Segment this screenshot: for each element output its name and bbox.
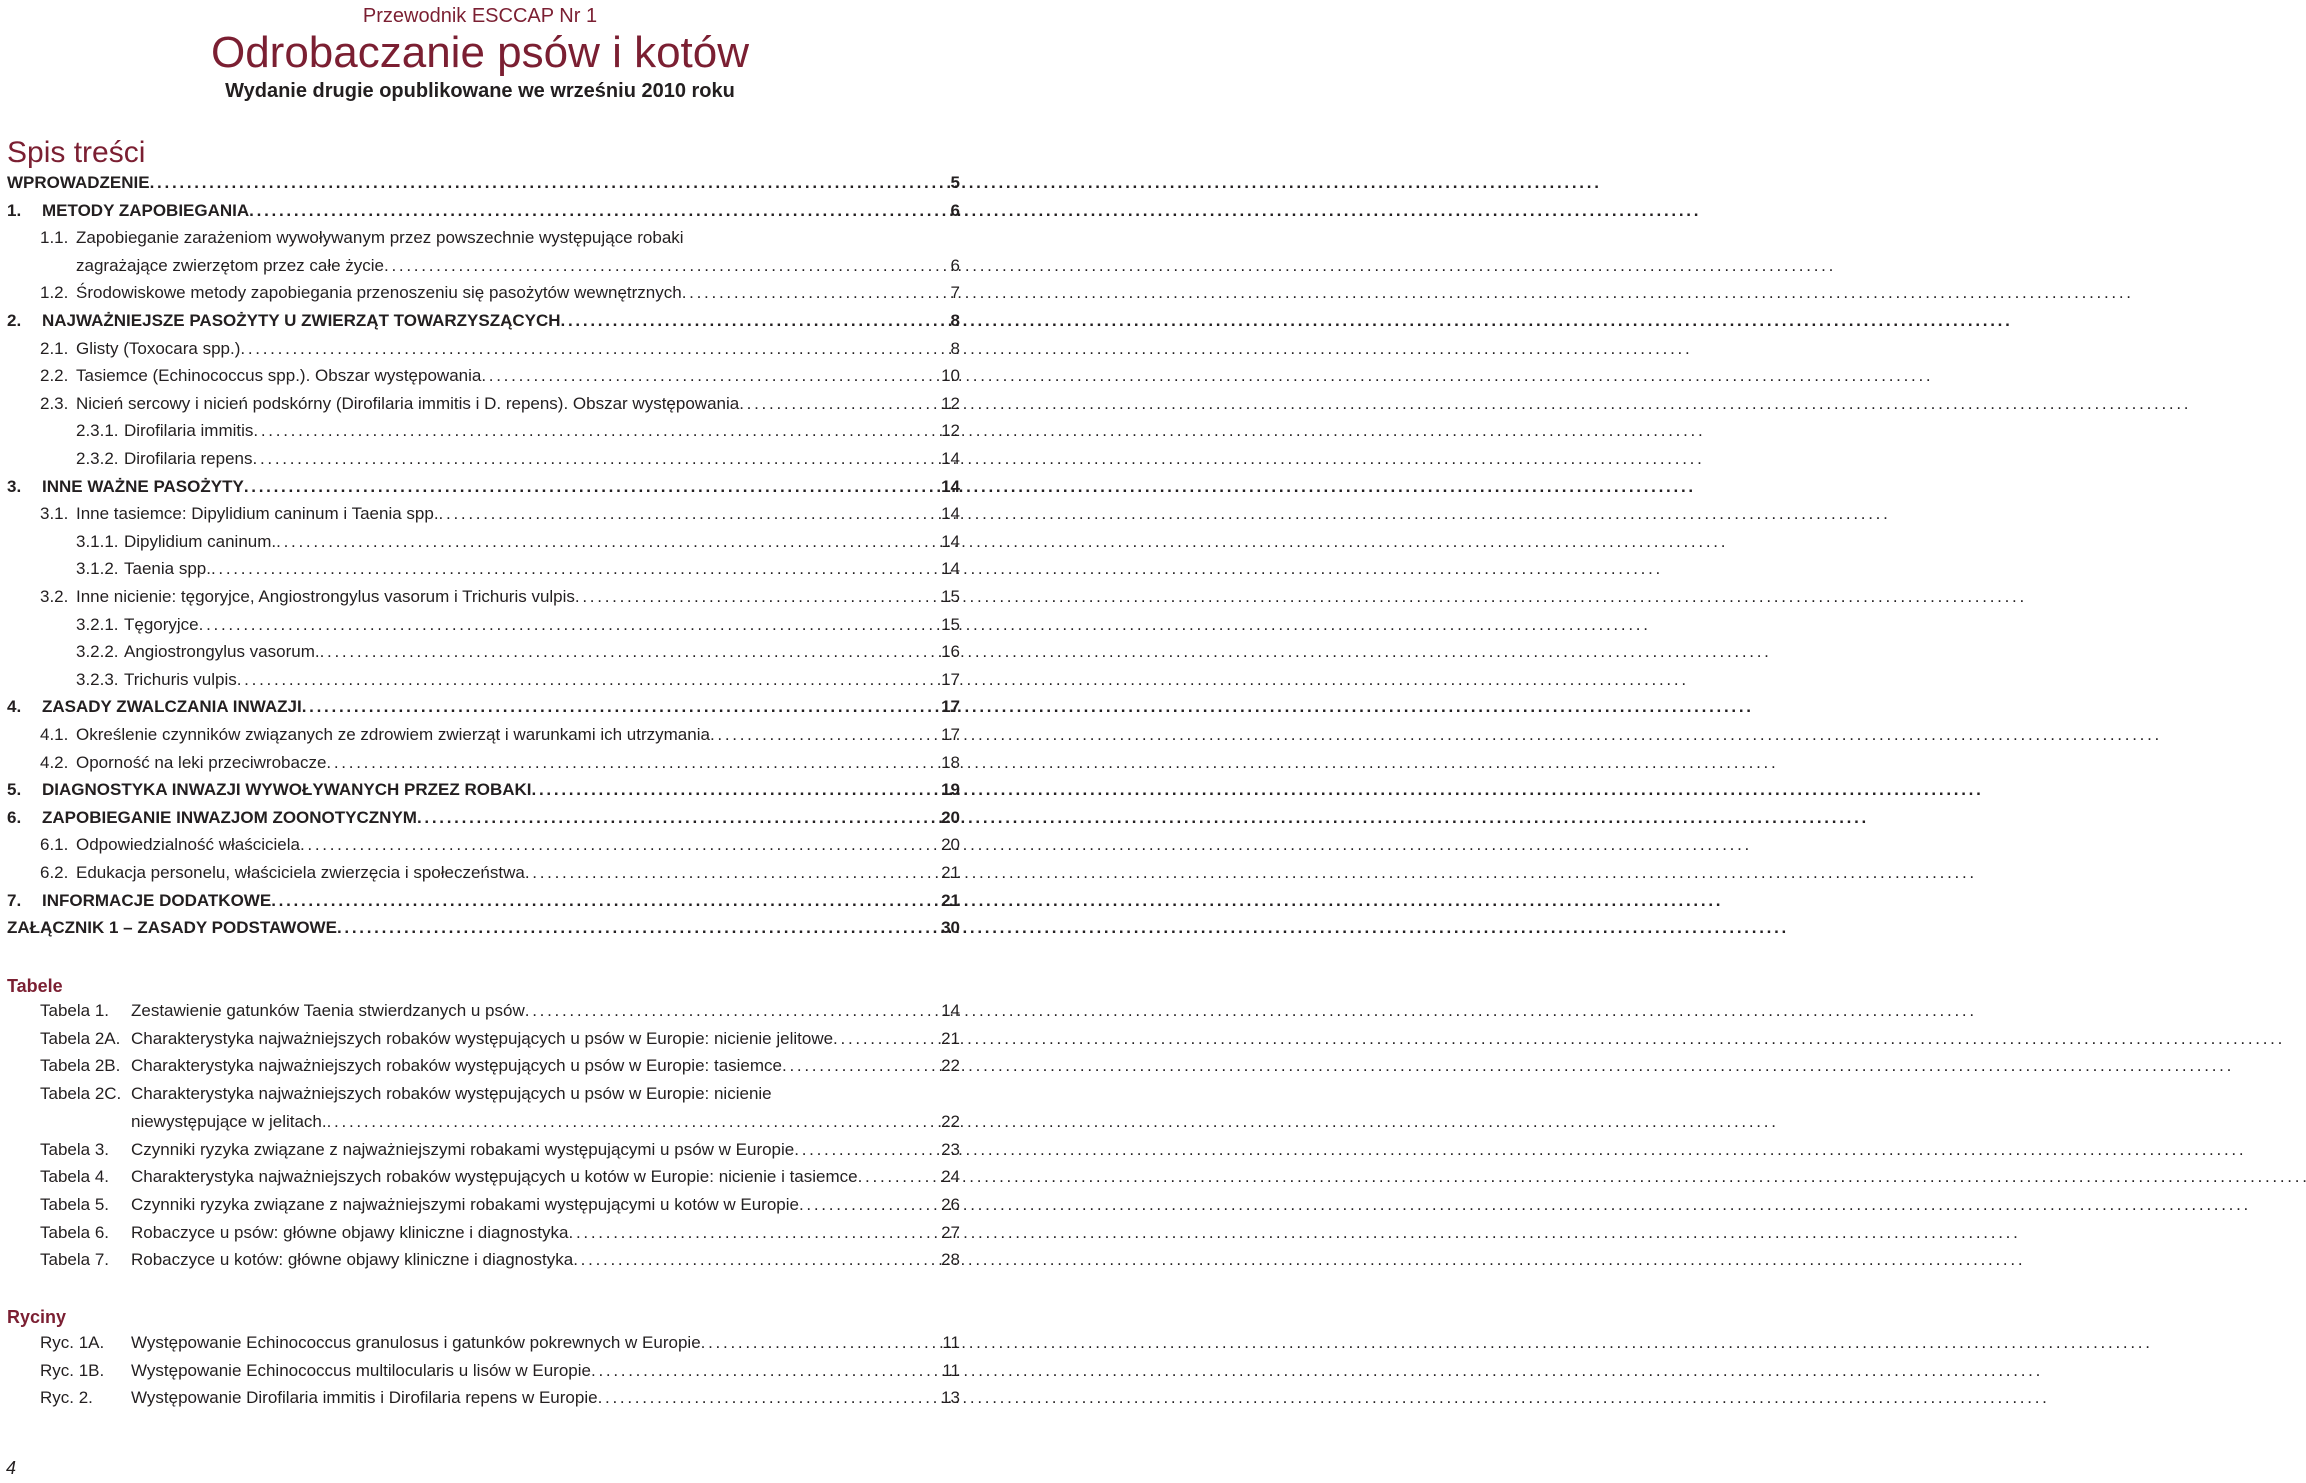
- toc-entry-title: Dirofilaria immitis: [124, 421, 254, 441]
- toc-entry-number: 5.: [7, 780, 22, 800]
- toc-entry[interactable]: [0, 280, 960, 306]
- dot-leader: [794, 1137, 2242, 1163]
- toc-entry-number: 3.2.2.: [76, 642, 119, 662]
- figure-entry-title: Występowanie Echinococcus multilocularis u lisów w Europie: [131, 1360, 591, 1380]
- toc-entry[interactable]: [0, 694, 960, 720]
- toc-entry-title: Zapobieganie zarażeniom wywoływanym przez powszechnie występujące robaki: [76, 228, 684, 248]
- table-entry-page: 26: [941, 1194, 960, 1214]
- toc-entry[interactable]: [0, 832, 960, 858]
- toc-entry[interactable]: [0, 777, 960, 803]
- dot-leader: [253, 418, 1701, 444]
- toc-entry-number: 6.1.: [40, 835, 69, 855]
- toc-entry[interactable]: [0, 915, 960, 941]
- dot-leader: [253, 446, 1701, 472]
- dot-leader: [532, 777, 1980, 803]
- table-entry-title: Zestawienie gatunków Taenia stwierdzanych u psów: [131, 1001, 525, 1020]
- toc-entry[interactable]: [0, 501, 960, 527]
- toc-entry-number: 2.2.: [40, 366, 69, 386]
- toc-entry-page: 19: [941, 780, 960, 800]
- toc-entry-page: 16: [941, 642, 960, 662]
- table-entry[interactable]: [0, 1053, 960, 1079]
- toc-entry-title: INNE WAŻNE PASOŻYTY: [42, 476, 244, 496]
- toc-entry[interactable]: [0, 418, 960, 444]
- toc-entry[interactable]: [0, 474, 960, 500]
- toc-entry-title: WPROWADZENIE: [7, 173, 150, 192]
- dot-leader: [569, 1220, 2017, 1246]
- toc-entry-title: Tasiemce (Echinococcus spp.). Obszar występowania: [76, 366, 482, 386]
- toc-entry[interactable]: [0, 198, 960, 224]
- toc-entry-number: 3.2.3.: [76, 669, 119, 689]
- toc-entry[interactable]: [0, 391, 960, 417]
- dot-leader: [337, 915, 1785, 941]
- toc-entry-number: 6.2.: [40, 863, 69, 882]
- toc-entry-number: 4.1.: [40, 725, 69, 744]
- toc-entry[interactable]: [0, 529, 960, 555]
- toc-entry[interactable]: [0, 336, 960, 362]
- toc-entry-page: 21: [941, 890, 960, 910]
- toc-entry-number: 3.1.: [40, 504, 69, 524]
- table-entry-page: 23: [941, 1139, 960, 1159]
- toc-entry-title: Dirofilaria repens: [124, 449, 253, 468]
- table-entry-page: 28: [941, 1250, 960, 1270]
- toc-entry[interactable]: [0, 253, 960, 279]
- dot-leader: [244, 474, 1692, 500]
- toc-entry-number: 3.2.: [40, 587, 69, 606]
- table-entry-title: niewystępujące w jelitach.: [131, 1111, 327, 1131]
- toc-entry-page: 10: [941, 366, 960, 386]
- toc-entry-page: 5: [950, 173, 960, 192]
- table-entry-page: 21: [941, 1028, 960, 1048]
- toc-entry-page: 20: [941, 835, 960, 855]
- toc-entry[interactable]: [0, 170, 960, 196]
- table-entry-title: Czynniki ryzyka związane z najważniejszymi robakami występującymi u kotów w Europie: [131, 1194, 799, 1214]
- page-number: 4: [6, 1458, 17, 1478]
- toc-entry[interactable]: [0, 612, 960, 638]
- toc-entry[interactable]: [0, 308, 960, 334]
- toc-entry-number: 4.: [7, 697, 22, 717]
- dot-leader: [858, 1164, 2306, 1190]
- figure-entry-title: Występowanie Dirofilaria immitis i Dirofilaria repens w Europie: [131, 1388, 598, 1408]
- toc-entry-page: 14: [941, 449, 960, 468]
- dot-leader: [833, 1026, 2281, 1052]
- toc-entry[interactable]: [0, 363, 960, 389]
- dot-leader: [199, 612, 1647, 638]
- toc-entry-title: Nicień sercowy i nicień podskórny (Dirofilaria immitis i D. repens). Obszar występowania: [76, 393, 740, 413]
- table-entry-number: Tabela 7.: [40, 1250, 109, 1270]
- dot-leader: [701, 1330, 2149, 1356]
- table-entry[interactable]: [0, 1164, 960, 1190]
- dot-leader: [481, 363, 1929, 389]
- document-header: [0, 4, 960, 104]
- toc-entry-page: 20: [941, 807, 960, 827]
- toc-entry-number: 6.: [7, 807, 22, 827]
- toc-entry-page: 15: [941, 614, 960, 634]
- table-entry-number: Tabela 3.: [40, 1139, 109, 1159]
- table-entry-page: 27: [941, 1222, 960, 1242]
- table-entry-page: 22: [941, 1111, 960, 1131]
- toc-entry-title: Określenie czynników związanych ze zdrowiem zwierząt i warunkami ich utrzymania: [76, 725, 710, 744]
- dot-leader: [150, 170, 1598, 196]
- toc-entry-title: Odpowiedzialność właściciela: [76, 835, 300, 855]
- toc-entry-number: 3.1.1.: [76, 531, 119, 551]
- toc-entry-number: 2.: [7, 311, 22, 330]
- series-title: Przewodnik ESCCAP Nr 1: [362, 5, 598, 27]
- toc-entry[interactable]: [0, 584, 960, 610]
- table-entry[interactable]: [0, 1026, 960, 1052]
- toc-entry[interactable]: [0, 860, 960, 886]
- toc-entry-title: METODY ZAPOBIEGANIA: [42, 200, 250, 220]
- dot-leader: [237, 667, 1685, 693]
- toc-entry-number: 3.1.2.: [76, 559, 119, 579]
- dot-leader: [327, 1109, 1775, 1135]
- table-entry[interactable]: [0, 1192, 960, 1218]
- toc-entry-page: 17: [941, 669, 960, 689]
- toc-entry-title: INFORMACJE DODATKOWE: [42, 890, 272, 910]
- toc-entry-title: ZAŁĄCZNIK 1 – ZASADY PODSTAWOWE: [7, 918, 337, 938]
- toc-entry-page: 6: [950, 255, 960, 275]
- figure-entry-title: Występowanie Echinococcus granulosus i gatunków pokrewnych w Europie: [131, 1333, 701, 1352]
- toc-entry-page: 6: [950, 200, 960, 220]
- toc-entry-title: ZASADY ZWALCZANIA INWAZJI: [42, 697, 302, 717]
- toc-entry-page: 18: [941, 752, 960, 772]
- dot-leader: [598, 1385, 2046, 1411]
- table-entry-title: Charakterystyka najważniejszych robaków występujących u psów w Europie: tasiemce: [131, 1056, 783, 1076]
- table-entry-page: 14: [941, 1001, 960, 1020]
- table-entry[interactable]: [0, 998, 960, 1024]
- toc-entry-title: Inne tasiemce: Dipylidium caninum i Taenia spp.: [76, 504, 439, 524]
- table-entry-number: Tabela 2C.: [40, 1084, 122, 1104]
- dot-leader: [525, 998, 1973, 1024]
- toc-entry[interactable]: [0, 556, 960, 582]
- table-entry-number: Tabela 5.: [40, 1194, 109, 1214]
- dot-leader: [300, 832, 1748, 858]
- toc-entry-page: 12: [941, 421, 960, 441]
- toc-entry-number: 2.3.2.: [76, 449, 119, 468]
- toc-entry-page: 17: [941, 697, 960, 717]
- toc-entry-title: Edukacja personelu, właściciela zwierzęcia i społeczeństwa: [76, 863, 525, 882]
- dot-leader: [525, 860, 1973, 886]
- dot-leader: [384, 253, 1832, 279]
- toc-entry-page: 21: [941, 863, 960, 882]
- toc-entry-number: 1.2.: [40, 283, 69, 303]
- toc-entry-title: Taenia spp.: [124, 559, 211, 579]
- page-title: Odrobaczanie psów i kotów: [210, 28, 750, 77]
- figures-heading: Ryciny: [7, 1307, 67, 1327]
- toc-entry-title: Dipylidium caninum.: [124, 531, 277, 551]
- toc-entry-title: Glisty (Toxocara spp.): [76, 338, 241, 358]
- toc-heading: Spis treści: [7, 136, 146, 169]
- table-entry-title: Robaczyce u kotów: główne objawy kliniczne i diagnostyka: [131, 1250, 574, 1270]
- dot-leader: [710, 722, 2158, 748]
- toc-entry-page: 15: [941, 587, 960, 606]
- toc-entry-number: 4.2.: [40, 752, 69, 772]
- table-entry-number: Tabela 2A.: [40, 1028, 121, 1048]
- tables-heading: Tabele: [7, 976, 63, 996]
- toc-entry-page: 14: [941, 504, 960, 524]
- dot-leader: [326, 750, 1774, 776]
- edition-subtitle: Wydanie drugie opublikowane we wrześniu 2010 roku: [225, 80, 735, 102]
- figure-entry[interactable]: [0, 1330, 960, 1356]
- toc-entry[interactable]: [0, 805, 960, 831]
- toc-entry[interactable]: [0, 225, 960, 251]
- figure-entry-page: 13: [941, 1388, 960, 1408]
- toc-entry-title: Trichuris vulpis: [124, 669, 237, 689]
- toc-entry-title: Angiostrongylus vasorum.: [124, 642, 320, 662]
- dot-leader: [573, 1247, 2021, 1273]
- toc-entry-number: 2.3.1.: [76, 421, 119, 441]
- figure-entry-number: Ryc. 1B.: [40, 1360, 105, 1380]
- dot-leader: [575, 584, 2023, 610]
- dot-leader: [591, 1358, 2039, 1384]
- dot-leader: [439, 501, 1887, 527]
- toc-entry-title: zagrażające zwierzętom przez całe życie: [76, 255, 385, 275]
- toc-entry[interactable]: [0, 750, 960, 776]
- toc-entry[interactable]: [0, 639, 960, 665]
- table-entry-title: Charakterystyka najważniejszych robaków występujących u psów w Europie: nicienie jelitowe: [131, 1028, 834, 1048]
- toc-entry-page: 14: [941, 531, 960, 551]
- toc-entry[interactable]: [0, 722, 960, 748]
- dot-leader: [271, 888, 1719, 914]
- toc-entry-page: 8: [950, 311, 960, 330]
- table-entry-title: Robaczyce u psów: główne objawy kliniczne i diagnostyka: [131, 1222, 569, 1242]
- dot-leader: [240, 336, 1688, 362]
- toc-entry[interactable]: [0, 446, 960, 472]
- toc-entry-number: 1.1.: [40, 228, 69, 248]
- dot-leader: [320, 639, 1768, 665]
- dot-leader: [782, 1053, 2230, 1079]
- toc-entry-number: 2.3.: [40, 393, 69, 413]
- figure-entry-page: 11: [942, 1333, 960, 1352]
- dot-leader: [799, 1192, 2247, 1218]
- dot-leader: [302, 694, 1750, 720]
- table-entry-title: Charakterystyka najważniejszych robaków występujących u psów w Europie: nicienie: [131, 1084, 772, 1104]
- table-entry[interactable]: [0, 1081, 960, 1107]
- toc-entry-number: 2.1.: [40, 338, 69, 358]
- toc-entry[interactable]: [0, 667, 960, 693]
- dot-leader: [561, 308, 2009, 334]
- toc-entry-title: Środowiskowe metody zapobiegania przenoszeniu się pasożytów wewnętrznych: [76, 283, 682, 303]
- figure-entry-number: Ryc. 1A.: [40, 1333, 105, 1352]
- toc-entry-title: Inne nicienie: tęgoryjce, Angiostrongylus vasorum i Trichuris vulpis: [76, 587, 575, 606]
- toc-entry-page: 14: [941, 559, 960, 579]
- dot-leader: [682, 280, 2130, 306]
- figure-entry[interactable]: [0, 1358, 960, 1384]
- toc-entry-page: 30: [941, 918, 960, 938]
- toc-entry-title: Oporność na leki przeciwrobacze: [76, 752, 327, 772]
- toc-entry-title: NAJWAŻNIEJSZE PASOŻYTY U ZWIERZĄT TOWARZYSZĄCYCH: [42, 311, 561, 330]
- toc-entry-number: 3.2.1.: [76, 614, 119, 634]
- toc-entry-page: 7: [950, 283, 960, 303]
- table-entry-number: Tabela 4.: [40, 1167, 109, 1187]
- dot-leader: [249, 198, 1697, 224]
- toc-entry-page: 8: [950, 338, 960, 358]
- table-entry-page: 22: [941, 1056, 960, 1076]
- toc-entry-page: 14: [941, 476, 960, 496]
- toc-entry-number: 1.: [7, 200, 22, 220]
- table-entry[interactable]: [0, 1220, 960, 1246]
- table-entry[interactable]: [0, 1137, 960, 1163]
- table-entry-title: Czynniki ryzyka związane z najważniejszymi robakami występującymi u psów w Europie: [131, 1139, 795, 1159]
- toc-entry-title: DIAGNOSTYKA INWAZJI WYWOŁYWANYCH PRZEZ ROBAKI: [42, 780, 532, 800]
- table-entry-number: Tabela 1.: [40, 1001, 109, 1020]
- figure-entry-number: Ryc. 2.: [40, 1388, 93, 1408]
- table-entry-number: Tabela 2B.: [40, 1056, 121, 1076]
- dot-leader: [276, 529, 1724, 555]
- table-entry[interactable]: [0, 1109, 960, 1135]
- table-entry-page: 24: [941, 1167, 960, 1187]
- toc-entry-number: 3.: [7, 476, 22, 496]
- table-entry[interactable]: [0, 1247, 960, 1273]
- toc-entry[interactable]: [0, 888, 960, 914]
- toc-entry-title: ZAPOBIEGANIE INWAZJOM ZOONOTYCZNYM: [42, 807, 417, 827]
- toc-entry-page: 17: [941, 725, 960, 744]
- toc-entry-page: 12: [941, 393, 960, 413]
- table-entry-title: Charakterystyka najważniejszych robaków występujących u kotów w Europie: nicienie i tasiemce: [131, 1167, 858, 1187]
- toc-entry-number: 7.: [7, 890, 22, 910]
- dot-leader: [417, 805, 1865, 831]
- table-entry-number: Tabela 6.: [40, 1222, 109, 1242]
- toc-entry-title: Tęgoryjce: [124, 614, 199, 634]
- figure-entry[interactable]: [0, 1385, 960, 1411]
- figure-entry-page: 11: [942, 1360, 960, 1380]
